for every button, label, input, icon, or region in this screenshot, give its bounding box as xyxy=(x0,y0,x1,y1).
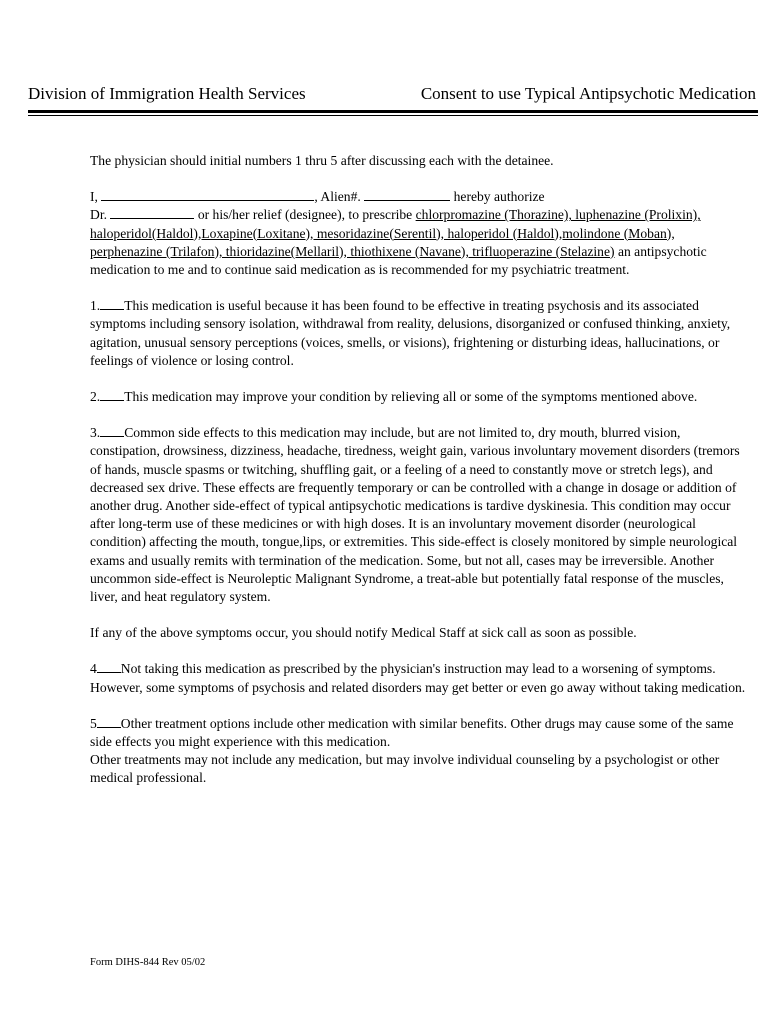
initial-field-2[interactable] xyxy=(100,388,124,401)
item-number: 3. xyxy=(90,425,101,441)
consent-alien-label: , Alien#. xyxy=(314,189,361,205)
item-4 xyxy=(90,660,750,696)
header-organization: Division of Immigration Health Services xyxy=(28,84,306,103)
document-body xyxy=(90,152,750,806)
header-rule-thick xyxy=(28,110,758,113)
intro-instruction: The physician should initial numbers 1 thru 5 after discussing each with the detainee. xyxy=(90,153,554,168)
header-form-title: Consent to use Typical Antipsychotic Medication xyxy=(420,84,756,103)
item-number: 2. xyxy=(90,389,101,405)
header-rule-thin xyxy=(28,115,758,116)
form-footer: Form DIHS-844 Rev 05/02 xyxy=(90,957,206,968)
initial-field-4[interactable] xyxy=(97,660,121,673)
consent-authorize-text: hereby authorize xyxy=(453,189,545,205)
item-2 xyxy=(90,388,750,406)
consent-i-label: I, xyxy=(90,189,98,205)
item-3 xyxy=(90,424,750,606)
item-number: 5 xyxy=(90,715,97,731)
doctor-name-field[interactable] xyxy=(110,206,194,219)
medication-list: chlorpromazine (Thorazine), luphenazine (Prolixin), haloperidol(Haldol),Loxapine(Loxitane), mesoridazine(Serentil), haloperidol (Haldol),molindone (Moban), perphenazine (Trilafon), thioridazine(Mellaril), thiothixene (Navane), trifluoperazine (Stelazine) xyxy=(90,207,701,259)
consent-relief-text: or his/her relief (designee), to prescribe xyxy=(197,207,413,223)
item-number: 4 xyxy=(90,661,97,677)
initial-field-3[interactable] xyxy=(100,424,124,437)
initial-field-1[interactable] xyxy=(100,297,124,310)
item-text: Not taking this medication as prescribed by the physician's instruction may lead to a worsening of symptoms. However, some symptoms of psychosis and related disorders may get better or even go away without taking medication. xyxy=(90,661,746,695)
item-text: Common side effects to this medication may include, but are not limited to, dry mouth, blurred vision, constipation, drowsiness, dizziness, headache, tiredness, weight gain, various involuntary movement disorders (tremors of hands, muscle spasms or twitching, shuffling gait, or a feeling of a need to constantly move or stretch legs), and decreased sex drive. These effects are frequently temporary or can be controlled with a change in dosage or addition of another drug. Another side-effect of typical antipsychotic medications is tardive dyskinesia. This condition may occur after long-term use of these medicines or with high doses. It is an involuntary movement disorder (neurological condition) affecting the mouth, tongue,lips, or extremities. This side-effect is closely monitored by simple neurological exams and usually remits with termination of the medication. Some, but not all, cases may be irreversible. Another uncommon side-effect is Neuroleptic Malignant Syndrome, a treat-able but potentially fatal response of the muscles, liver, and heat regulatory system. xyxy=(90,425,740,605)
detainee-name-field[interactable] xyxy=(101,188,314,201)
initial-field-5[interactable] xyxy=(97,715,121,728)
item-text: This medication is useful because it has been found to be effective in treating psychosis and its associated symptoms including sensory isolation, withdrawal from reality, delusions, disorganized or confused thinking, anxiety, agitation, unusual sensory perceptions (voices, smells, or visions), frightening or disturbing ideas, hallucinations, or feelings of violence or losing control. xyxy=(90,298,731,368)
alien-number-field[interactable] xyxy=(364,188,450,201)
item-1 xyxy=(90,297,750,370)
consent-dr-label: Dr. xyxy=(90,207,107,223)
item-text: This medication may improve your condition by relieving all or some of the symptoms mentioned above. xyxy=(124,389,698,405)
consent-tail-text: an antipsychotic medication to me and to continue said medication as is recommended for my psychiatric treatment. xyxy=(90,243,707,278)
page-header xyxy=(28,84,760,106)
consent-paragraph xyxy=(90,188,750,279)
item-text: Other treatment options include other medication with similar benefits. Other drugs may cause some of the same side effects you might experience with this medication. xyxy=(90,715,734,750)
symptom-notice xyxy=(90,624,750,642)
item-5-extra-text: Other treatments may not include any medication, but may involve individual counseling by a psychologist or other medical professional. xyxy=(90,752,720,786)
item-5 xyxy=(90,715,750,788)
notice-text: If any of the above symptoms occur, you should notify Medical Staff at sick call as soon as possible. xyxy=(90,625,637,641)
item-number: 1. xyxy=(90,298,101,314)
